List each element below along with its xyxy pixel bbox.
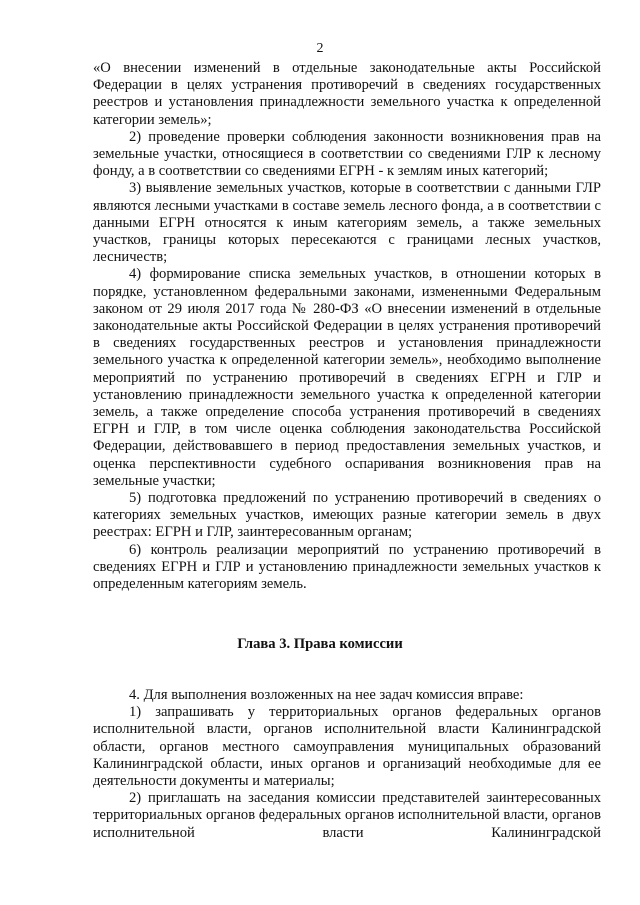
paragraph-continuation: «О внесении изменений в отдельные законодательные акты Российской Федерации в целях устранения противоречий в сведениях государственных реестров и установления принадлежности земельного участка к определенной категории земель»; (93, 60, 601, 128)
clauses-list-bottom (93, 687, 601, 842)
paragraph-rights-intro: 4. Для выполнения возложенных на нее задач комиссия вправе: (129, 687, 524, 703)
paragraph-item-3: 3) выявление земельных участков, которые в соответствии с данными ГЛР являются лесными участками в составе земель лесного фонда, а в соответствии с данными ЕГРН относятся к иным категориям земель, а также земельных участков, границы которых пересекаются с границами лесных участков, лесничеств; (93, 180, 601, 266)
paragraph-right-2: 2) приглашать на заседания комиссии представителей заинтересованных территориальных органов федеральных органов исполнительной власти, органов исполнительной власти Калининградской (93, 790, 601, 841)
paragraph-item-4: 4) формирование списка земельных участков, в отношении которых в порядке, установленном федеральными законами, измененными Федеральным законом от 29 июля 2017 года № 280-ФЗ «О внесении изменений в отдельные законодательные акты Российской Федерации в целях устранения противоречий в сведениях государственных реестров и установления принадлежности земельного участка к определенной категории земель», необходимо выполнение мероприятий по устранению противоречий в сведениях ЕГРН и ГЛР и установлению принадлежности земельного участка к определенной категории земель, а также определение способа устранения противоречий в сведениях ЕГРН и ГЛР, в том числе оценка соблюдения законодательства Российской Федерации, действовавшего в период предоставления земельных участков, и оценка перспективности судебного оспаривания возникновения прав на земельные участки; (93, 266, 601, 489)
page-number: 2 (316, 41, 324, 56)
paragraph-item-2: 2) проведение проверки соблюдения законности возникновения прав на земельные участки, относящиеся в соответствии со сведениями ГЛР к лесному фонду, а в соответствии со сведениями ЕГРН - к землям иных категорий; (93, 128, 601, 180)
paragraph-item-5: 5) подготовка предложений по устранению противоречий в сведениях о категориях земельных участков, имеющих разные категории земель в двух реестрах: ЕГРН и ГЛР, заинтересованным органам; (93, 490, 601, 541)
paragraph-right-1: 1) запрашивать у территориальных органов федеральных органов исполнительной власти, органов исполнительной власти Калининградской области, органов местного самоуправления муниципальных образований Калининградской области, иных органов и организаций необходимые для ее деятельности документы и материалы; (93, 704, 601, 790)
chapter-heading: Глава 3. Права комиссии (237, 636, 403, 652)
paragraph-item-6: 6) контроль реализации мероприятий по устранению противоречий в сведениях ЕГРН и ГЛР и установлению принадлежности земельных участков к определенным категориям земель. (93, 541, 601, 593)
clauses-list-top (93, 60, 601, 593)
